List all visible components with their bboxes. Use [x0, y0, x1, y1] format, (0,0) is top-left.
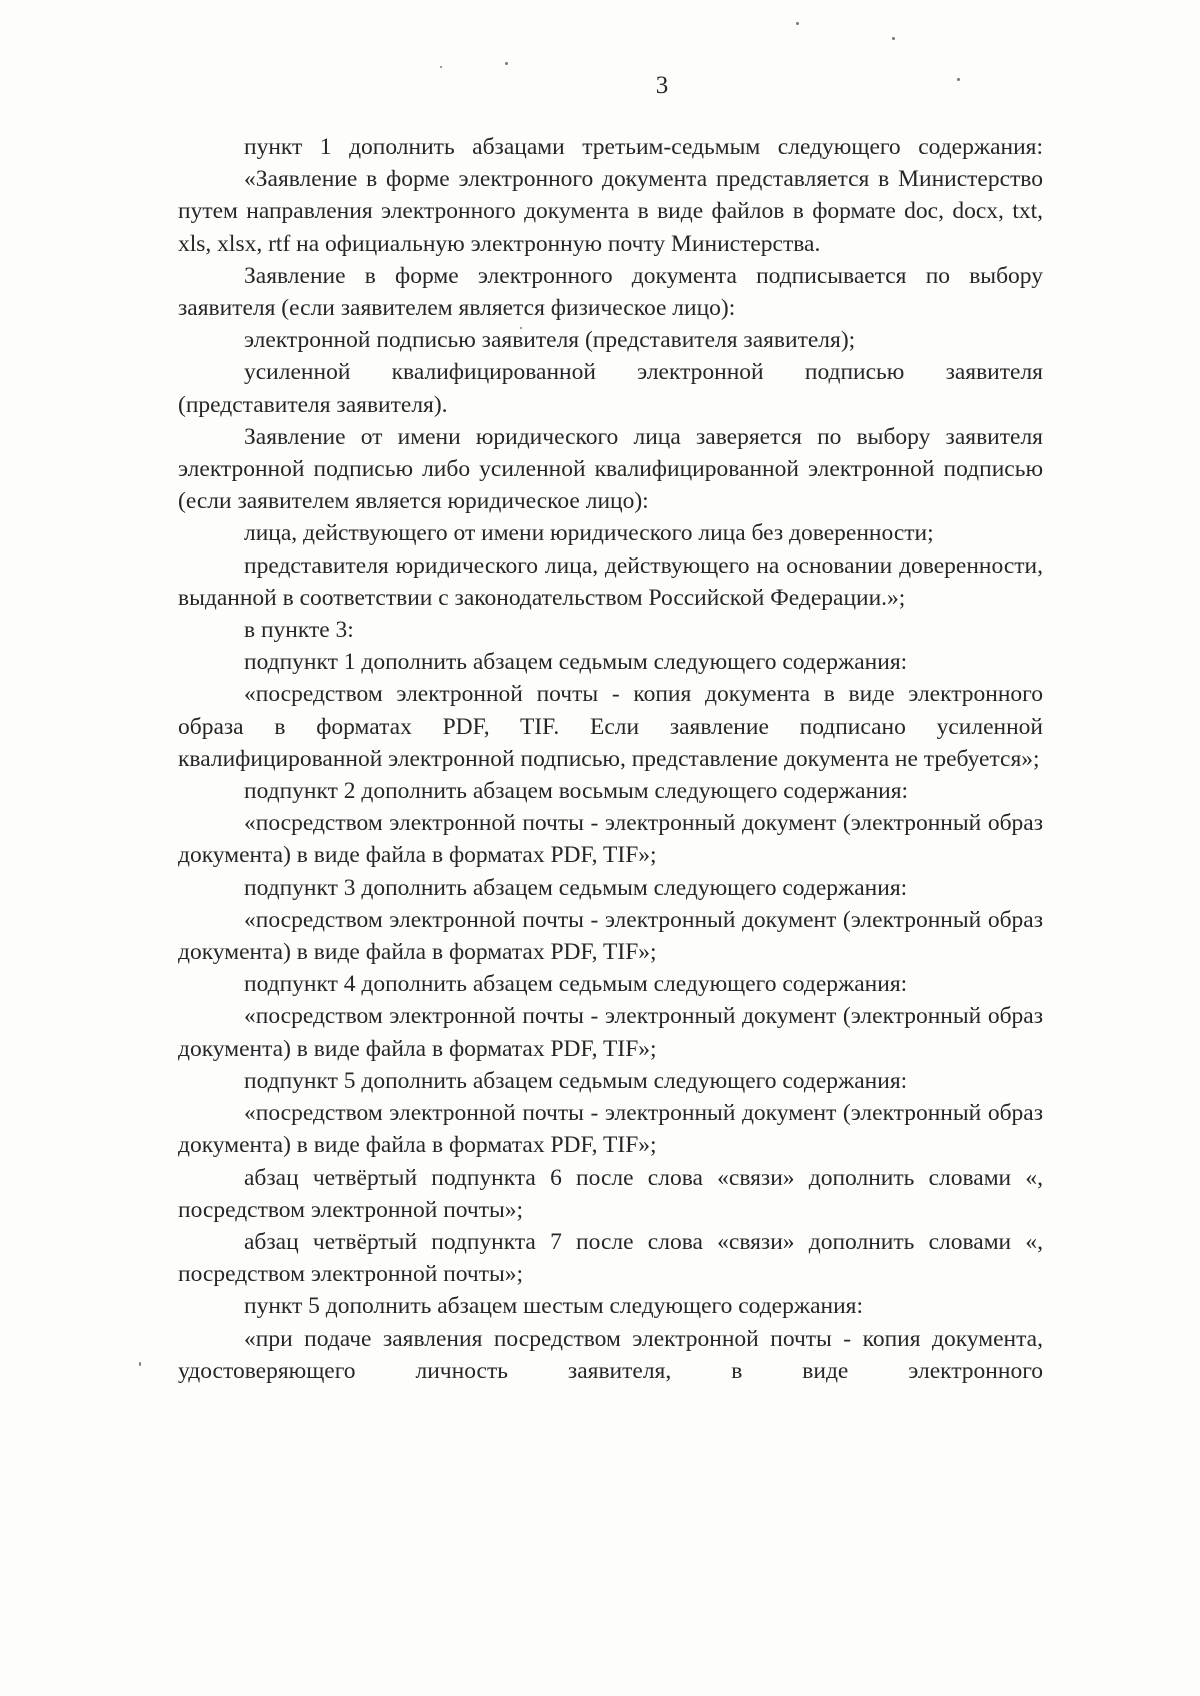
paragraph: Заявление в форме электронного документа подписывается по выбору заявителя (если заявителем является физическое лицо):	[178, 262, 1043, 322]
scan-speck	[505, 62, 508, 65]
scan-speck	[440, 66, 442, 68]
paragraph: пункт 1 дополнить абзацами третьим-седьмым следующего содержания:	[244, 134, 1043, 160]
paragraph: Заявление от имени юридического лица заверяется по выбору заявителя электронной подписью либо усиленной квалифицированной электронной подписью (если заявителем является юридическое лицо):	[178, 423, 1043, 515]
paragraph: представителя юридического лица, действующего на основании доверенности, выданной в соответствии с законодательством Российской Федерации.»;	[178, 552, 1043, 611]
paragraph: «посредством электронной почты - электронный документ (электронный образ документа) в виде файла в форматах PDF, TIF»;	[178, 1100, 1043, 1159]
paragraph: «посредством электронной почты - электронный документ (электронный образ документа) в виде файла в форматах PDF, TIF»;	[178, 1003, 1043, 1062]
paragraph: «Заявление в форме электронного документа представляется в Министерство путем направления электронного документа в виде файлов в формате doc, docx, txt, xls, xlsx, rtf на официальную электронную почту Министерства.	[178, 166, 1043, 257]
paragraph: подпункт 2 дополнить абзацем восьмым следующего содержания:	[244, 778, 909, 805]
paragraph: абзац четвёртый подпункта 7 после слова «связи» дополнить словами «, посредством электронной почты»;	[178, 1228, 1043, 1288]
paragraph: абзац четвёртый подпункта 6 после слова «связи» дополнить словами «, посредством электронной почты»;	[178, 1164, 1043, 1223]
paragraph: подпункт 3 дополнить абзацем седьмым следующего содержания:	[244, 874, 908, 901]
paragraph: в пункте 3:	[244, 617, 354, 644]
paragraph: электронной подписью заявителя (представителя заявителя);	[244, 327, 856, 354]
paragraph: подпункт 1 дополнить абзацем седьмым следующего содержания:	[244, 649, 908, 676]
paragraph: подпункт 4 дополнить абзацем седьмым следующего содержания:	[244, 971, 908, 998]
scan-speck	[139, 1362, 141, 1366]
paragraph: «посредством электронной почты - копия документа в виде электронного образа в форматах PDF, TIF. Если заявление подписано усиленной квалифицированной электронной подписью, представление документа не требуется»;	[178, 681, 1043, 772]
paragraph: усиленной квалифицированной электронной подписью заявителя (представителя заявителя).	[178, 359, 1043, 418]
paragraph: «посредством электронной почты - электронный документ (электронный образ документа) в виде файла в форматах PDF, TIF»;	[178, 810, 1043, 869]
page-number: 3	[655, 72, 669, 99]
scan-speck	[796, 22, 799, 25]
paragraph: «при подаче заявления посредством электронной почты - копия документа, удостоверяющего личность заявителя, в виде электронного	[178, 1325, 1043, 1384]
paragraph: подпункт 5 дополнить абзацем седьмым следующего содержания:	[244, 1067, 908, 1094]
scan-speck	[892, 37, 895, 40]
paragraph: «посредством электронной почты - электронный документ (электронный образ документа) в виде файла в форматах PDF, TIF»;	[178, 906, 1043, 966]
paragraph: лица, действующего от имени юридического лица без доверенности;	[244, 520, 934, 547]
document-body	[178, 131, 1043, 1387]
paragraph: пункт 5 дополнить абзацем шестым следующего содержания:	[244, 1293, 863, 1320]
